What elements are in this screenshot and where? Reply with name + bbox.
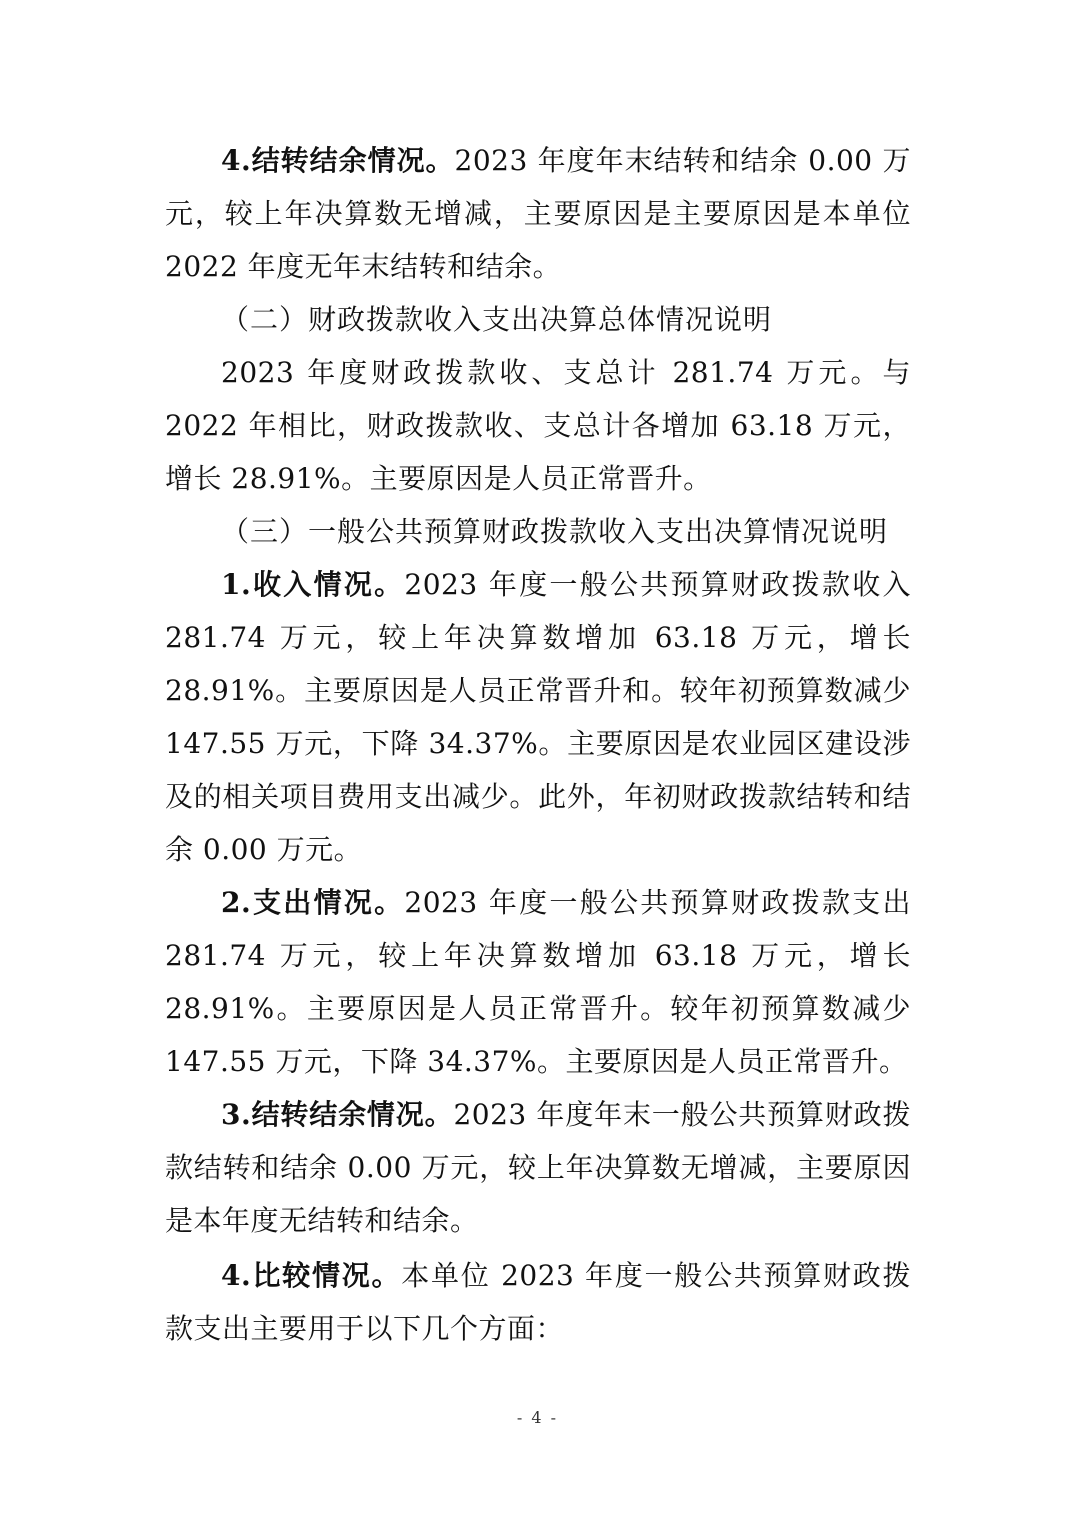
document-body — [165, 134, 911, 1355]
paragraph-text: 2023 年度一般公共预算财政拨款收入 281.74 万元，较上年决算数增加 63.18 万元，增长 28.91%。主要原因是人员正常晋升和。较年初预算数减少 147.55 万元，下降 34.37%。主要原因是农业园区建设涉及的相关项目费用支出减少。此外，年初财政拨款结转和结余 0.00 万元。 — [165, 568, 911, 866]
paragraph-text: 2023 年度年末结转和结余 0.00 万元，较上年决算数无增减，主要原因是主要原因是本单位 2022 年度无年末结转和结余。 — [165, 144, 911, 283]
paragraph-general-carryover — [165, 1088, 911, 1247]
paragraph-comparison — [165, 1249, 911, 1355]
paragraph-expenditure — [165, 876, 911, 1088]
paragraph-lead: 2.支出情况。 — [221, 886, 405, 919]
section-heading-3: （三）一般公共预算财政拨款收入支出决算情况说明 — [221, 515, 889, 548]
paragraph-lead: 4.结转结余情况。 — [221, 144, 455, 177]
page-number: - 4 - — [516, 1408, 559, 1427]
paragraph-lead: 3.结转结余情况。 — [221, 1098, 454, 1131]
paragraph-lead: 4.比较情况。 — [221, 1259, 402, 1292]
paragraph-text: 2023 年度一般公共预算财政拨款支出 281.74 万元，较上年决算数增加 63.18 万元，增长 28.91%。主要原因是人员正常晋升。较年初预算数减少 147.55 万元，下降 34.37%。主要原因是人员正常晋升。 — [165, 886, 911, 1078]
section-heading-2: （二）财政拨款收入支出决算总体情况说明 — [221, 303, 773, 336]
paragraph-lead: 1.收入情况。 — [221, 568, 405, 601]
paragraph-total-overview: 2023 年度财政拨款收、支总计 281.74 万元。与 2022 年相比，财政拨款收、支总计各增加 63.18 万元，增长 28.91%。主要原因是人员正常晋升。 — [165, 356, 911, 495]
paragraph-income — [165, 558, 911, 876]
paragraph-text: 本单位 2023 年度一般公共预算财政拨款支出主要用于以下几个方面： — [165, 1259, 911, 1345]
paragraph-carryover-balance — [165, 134, 911, 293]
paragraph-text: 2023 年度年末一般公共预算财政拨款结转和结余 0.00 万元，较上年决算数无增减，主要原因是本年度无结转和结余。 — [165, 1098, 911, 1237]
